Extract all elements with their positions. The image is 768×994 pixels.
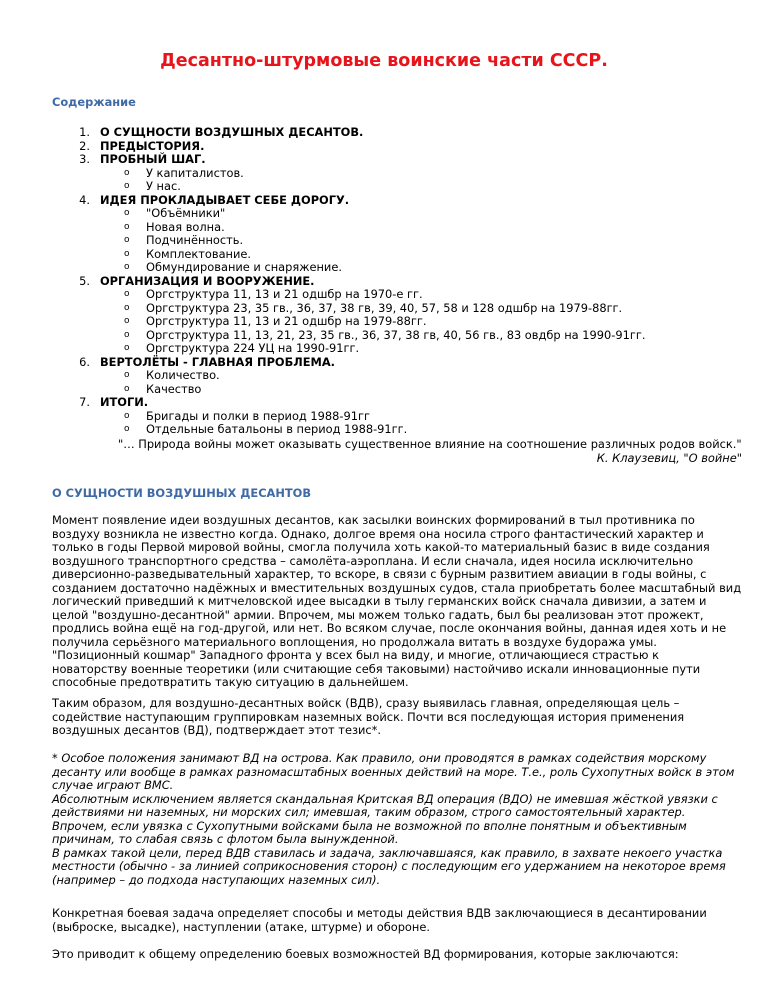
quote-text: "… Природа войны может оказывать существенное влияние на соотношение различных родов войск." [118, 437, 742, 451]
quote-author: К. Клаузевиц, "О войне" [596, 450, 742, 465]
circle-bullet-icon: o [124, 262, 130, 272]
toc-item-link[interactable]: ПРЕДЫСТОРИЯ. [100, 138, 205, 153]
footnote-paragraph [52, 752, 752, 887]
circle-bullet-icon: o [124, 370, 130, 380]
toc-subitem[interactable] [52, 423, 752, 437]
text-line: (например – до подхода наступающих наземных сил). [52, 872, 381, 887]
circle-bullet-icon: o [124, 343, 130, 353]
toc-subitem-link[interactable]: "Объёмники" [146, 206, 226, 220]
toc-item[interactable] [52, 194, 752, 208]
toc-item[interactable] [52, 275, 752, 289]
text-line: только в годы Первой мировой войны, смогла получила хоть какой-то материальный базис в виде создания [52, 540, 710, 554]
circle-bullet-icon: o [124, 289, 130, 299]
circle-bullet-icon: o [124, 316, 130, 326]
toc-item-link[interactable]: ИТОГИ. [100, 395, 149, 409]
toc-subitem[interactable] [52, 410, 752, 424]
toc-item-link[interactable]: ВЕРТОЛЁТЫ - ГЛАВНАЯ ПРОБЛЕМА. [100, 354, 336, 369]
table-of-contents [52, 126, 752, 437]
toc-subitem[interactable] [52, 234, 752, 248]
toc-subitem[interactable] [52, 329, 752, 343]
text-line: * Особое положения занимают ВД на острова. Как правило, они проводятся в рамках содействия морскому [52, 751, 707, 765]
epigraph-quote [118, 438, 742, 465]
circle-bullet-icon: o [124, 235, 130, 245]
text-line: способные предотвратить такую ситуацию в дальнейшем. [52, 675, 409, 689]
paragraph-4 [52, 948, 752, 962]
text-line: местности (обычно - за линией соприкосновения сторон) с последующим его удержанием на некоторое время [52, 859, 726, 873]
toc-subitem[interactable] [52, 167, 752, 181]
toc-subitem-link[interactable]: Качество [146, 381, 202, 396]
text-line: получила серьёзного материального воплощения, но продолжала витать в воздухе будоража умы. [52, 634, 657, 649]
toc-item-link[interactable]: О СУЩНОСТИ ВОЗДУШНЫХ ДЕСАНТОВ. [100, 125, 364, 139]
toc-subitem-link[interactable]: Количество. [146, 368, 220, 382]
section-heading: О СУЩНОСТИ ВОЗДУШНЫХ ДЕСАНТОВ [52, 486, 312, 500]
circle-bullet-icon: o [124, 410, 130, 421]
toc-subitem[interactable] [52, 180, 752, 194]
toc-subitem[interactable] [52, 383, 752, 397]
paragraph-1 [52, 514, 752, 690]
toc-item[interactable] [52, 153, 752, 167]
toc-item-number: 2. [79, 138, 90, 153]
text-line: продлись война ещё на год-другой, или нет. Во всяком случае, после окончания войны, данная идея хоть и не [52, 621, 727, 635]
toc-subitem[interactable] [52, 315, 752, 329]
toc-subitem[interactable] [52, 221, 752, 235]
toc-subitem-link[interactable]: Оргструктура 224 УЦ на 1990-91гг. [146, 341, 360, 355]
text-line: диверсионно-разведывательный характер, то вскоре, в связи с бурным развитием авиации в годы войны, с [52, 567, 707, 581]
toc-item[interactable] [52, 126, 752, 140]
toc-item-number: 3. [79, 152, 90, 166]
toc-subitem-link[interactable]: У капиталистов. [146, 165, 244, 180]
toc-item-number: 7. [79, 395, 90, 409]
toc-item[interactable] [52, 396, 752, 410]
toc-subitem[interactable] [52, 288, 752, 302]
text-line: воздуху возникла не известно когда. Однако, долгое время она носила строго фантастический характер и [52, 526, 704, 541]
page-title: Десантно-штурмовые воинские части СССР. [160, 51, 608, 71]
toc-subitem-link[interactable]: Обмундирование и снаряжение. [146, 260, 342, 274]
toc-subitem-link[interactable]: Бригады и полки в период 1988-91гг [146, 408, 370, 423]
toc-subitem-link[interactable]: Новая волна. [146, 219, 225, 234]
text-line: действиями ни наземных, ни морских сил; имевшая, таким образом, строго самостоятельный характер. [52, 805, 686, 819]
toc-item[interactable] [52, 140, 752, 154]
toc-subitem[interactable] [52, 369, 752, 383]
text-line: Это приводит к общему определению боевых возможностей ВД формирования, которые заключаются: [52, 947, 679, 961]
text-line: Впрочем, если увязка с Сухопутными войсками была не возможной по вполне понятным и объективным [52, 818, 687, 833]
toc-subitem-link[interactable]: Оргструктура 11, 13 и 21 одшбр на 1970-е гг. [146, 287, 423, 301]
text-line: десанту или вообще в рамках разномасштабных военных действий на море. Т.е., роль Сухопутных войск в этом [52, 764, 735, 779]
toc-subitem-link[interactable]: Комплектование. [146, 246, 252, 261]
text-line: В рамках такой цели, перед ВДВ ставилась и задача, заключавшаяся, как правило, в захвате некоего участка [52, 845, 723, 860]
toc-subitem-link[interactable]: Оргструктура 11, 13, 21, 23, 35 гв., 36, 37, 38 гв, 40, 56 гв., 83 овдбр на 1990-91гг. [146, 327, 646, 342]
toc-subitem[interactable] [52, 248, 752, 262]
text-line: Конкретная боевая задача определяет способы и методы действия ВДВ заключающиеся в десантировании [52, 906, 707, 920]
text-line: целой "воздушно-десантной" армии. Впрочем, мы можем только гадать, был бы реализован этот прожект, [52, 607, 704, 622]
toc-item-link[interactable]: ПРОБНЫЙ ШАГ. [100, 152, 206, 166]
toc-subitem[interactable] [52, 261, 752, 275]
text-line: новаторству военные теоретики (или считающие себя таковыми) настойчиво искали инновационные пути [52, 661, 701, 676]
text-line: причинам, то слабая связь с флотом была вынужденной. [52, 832, 399, 846]
toc-subitem[interactable] [52, 302, 752, 316]
toc-subitem[interactable] [52, 207, 752, 221]
text-line: Абсолютным исключением является скандальная Критская ВД операция (ВДО) не имевшая жёсткой увязки с [52, 791, 718, 806]
circle-bullet-icon: o [124, 221, 130, 232]
toc-item-number: 1. [79, 125, 90, 139]
toc-item-link[interactable]: ИДЕЯ ПРОКЛАДЫВАЕТ СЕБЕ ДОРОГУ. [100, 192, 350, 207]
text-line: содействие наступающим группировкам наземных войск. Почти вся последующая история применения [52, 709, 685, 724]
toc-subitem-link[interactable]: Отдельные батальоны в период 1988-91гг. [146, 422, 408, 436]
text-line: логический приведший к митчеловской идее высадки в тылу германских войск сначала дивизии, а затем и [52, 594, 707, 608]
text-line: случае играют ВМС. [52, 778, 174, 792]
toc-item[interactable] [52, 356, 752, 370]
circle-bullet-icon: o [124, 424, 130, 434]
paragraph-2 [52, 697, 752, 738]
circle-bullet-icon: o [124, 181, 130, 191]
text-line: (выброске, высадке), наступлении (атаке, штурме) и обороне. [52, 919, 430, 934]
text-line: воздушных десантов (ВД), подтверждает этот тезис*. [52, 723, 381, 737]
circle-bullet-icon: o [124, 329, 130, 340]
text-line: воздушного транспортного средства – самолёта-аэроплана. И если сначала, идея носила исключительно [52, 553, 694, 568]
toc-subitem[interactable] [52, 342, 752, 356]
circle-bullet-icon: o [124, 383, 130, 394]
toc-item-link[interactable]: ОРГАНИЗАЦИЯ И ВООРУЖЕНИЕ. [100, 273, 315, 288]
circle-bullet-icon: o [124, 208, 130, 218]
toc-item-number: 6. [79, 354, 90, 369]
toc-subitem-link[interactable]: У нас. [146, 179, 181, 193]
circle-bullet-icon: o [124, 302, 130, 313]
circle-bullet-icon: o [124, 248, 130, 259]
toc-heading: Содержание [52, 95, 136, 109]
text-line: Момент появление идеи воздушных десантов, как засылки воинских формирований в тыл противника по [52, 513, 695, 527]
circle-bullet-icon: o [124, 167, 130, 178]
toc-subitem-link[interactable]: Подчинённость. [146, 233, 244, 247]
toc-subitem-link[interactable]: Оргструктура 11, 13 и 21 одшбр на 1979-88гг. [146, 314, 427, 328]
paragraph-3 [52, 907, 752, 934]
toc-item-number: 5. [79, 273, 90, 288]
text-line: созданием достаточно надёжных и вместительных воздушных судов, стала приобретать более масштабный вид [52, 580, 742, 595]
toc-subitem-link[interactable]: Оргструктура 23, 35 гв., 36, 37, 38 гв, 39, 40, 57, 58 и 128 одшбр на 1979-88гг. [146, 300, 623, 315]
text-line: Таким образом, для воздушно-десантных войск (ВДВ), сразу выявилась главная, определяющая цель – [52, 696, 680, 710]
toc-item-number: 4. [79, 192, 90, 207]
text-line: "Позиционный кошмар" Западного фронта у всех был на виду, и многие, отличающиеся страстью к [52, 648, 659, 662]
